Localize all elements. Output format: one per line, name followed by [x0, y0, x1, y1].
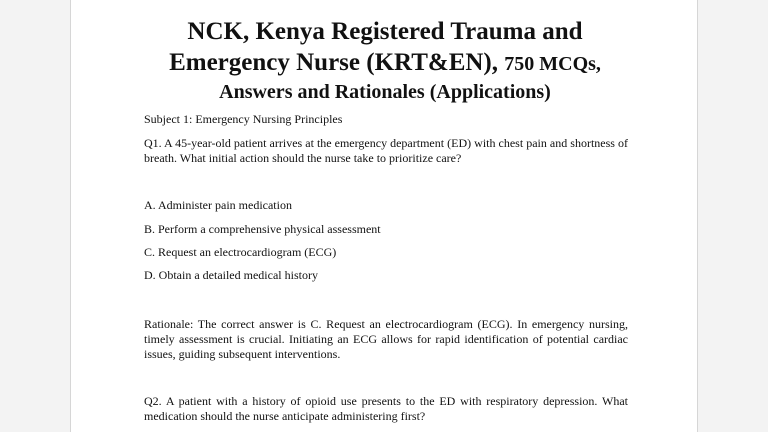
question-1-option-c: C. Request an electrocardiogram (ECG): [144, 245, 337, 259]
question-1: Q1. A 45-year-old patient arrives at the emergency department (ED) with chest pain and shortness of breath. What initial action should the nurse take to prioritize care?: [144, 136, 628, 165]
title-line-2-main: Emergency Nurse (KRT&EN),: [169, 49, 498, 76]
question-1-option-d: D. Obtain a detailed medical history: [144, 268, 318, 282]
subject-heading: Subject 1: Emergency Nursing Principles: [144, 112, 343, 126]
title-line-3: Answers and Rationales (Applications): [219, 81, 551, 103]
document-page: [70, 0, 698, 432]
title-line-1: NCK, Kenya Registered Trauma and: [187, 18, 583, 45]
title-line-2: [71, 47, 699, 80]
question-1-option-a: A. Administer pain medication: [144, 198, 292, 212]
question-1-rationale: Rationale: The correct answer is C. Request an electrocardiogram (ECG). In emergency nursing, timely assessment is crucial. Initiating an ECG allows for rapid identification of potential cardiac issues, guiding subsequent interventions.: [144, 317, 628, 361]
document-title: [71, 16, 699, 104]
question-1-option-b: B. Perform a comprehensive physical assessment: [144, 222, 381, 236]
question-2: Q2. A patient with a history of opioid use presents to the ED with respiratory depression. What medication should the nurse anticipate administering first?: [144, 394, 628, 423]
title-line-2-count: 750 MCQs,: [504, 53, 601, 75]
